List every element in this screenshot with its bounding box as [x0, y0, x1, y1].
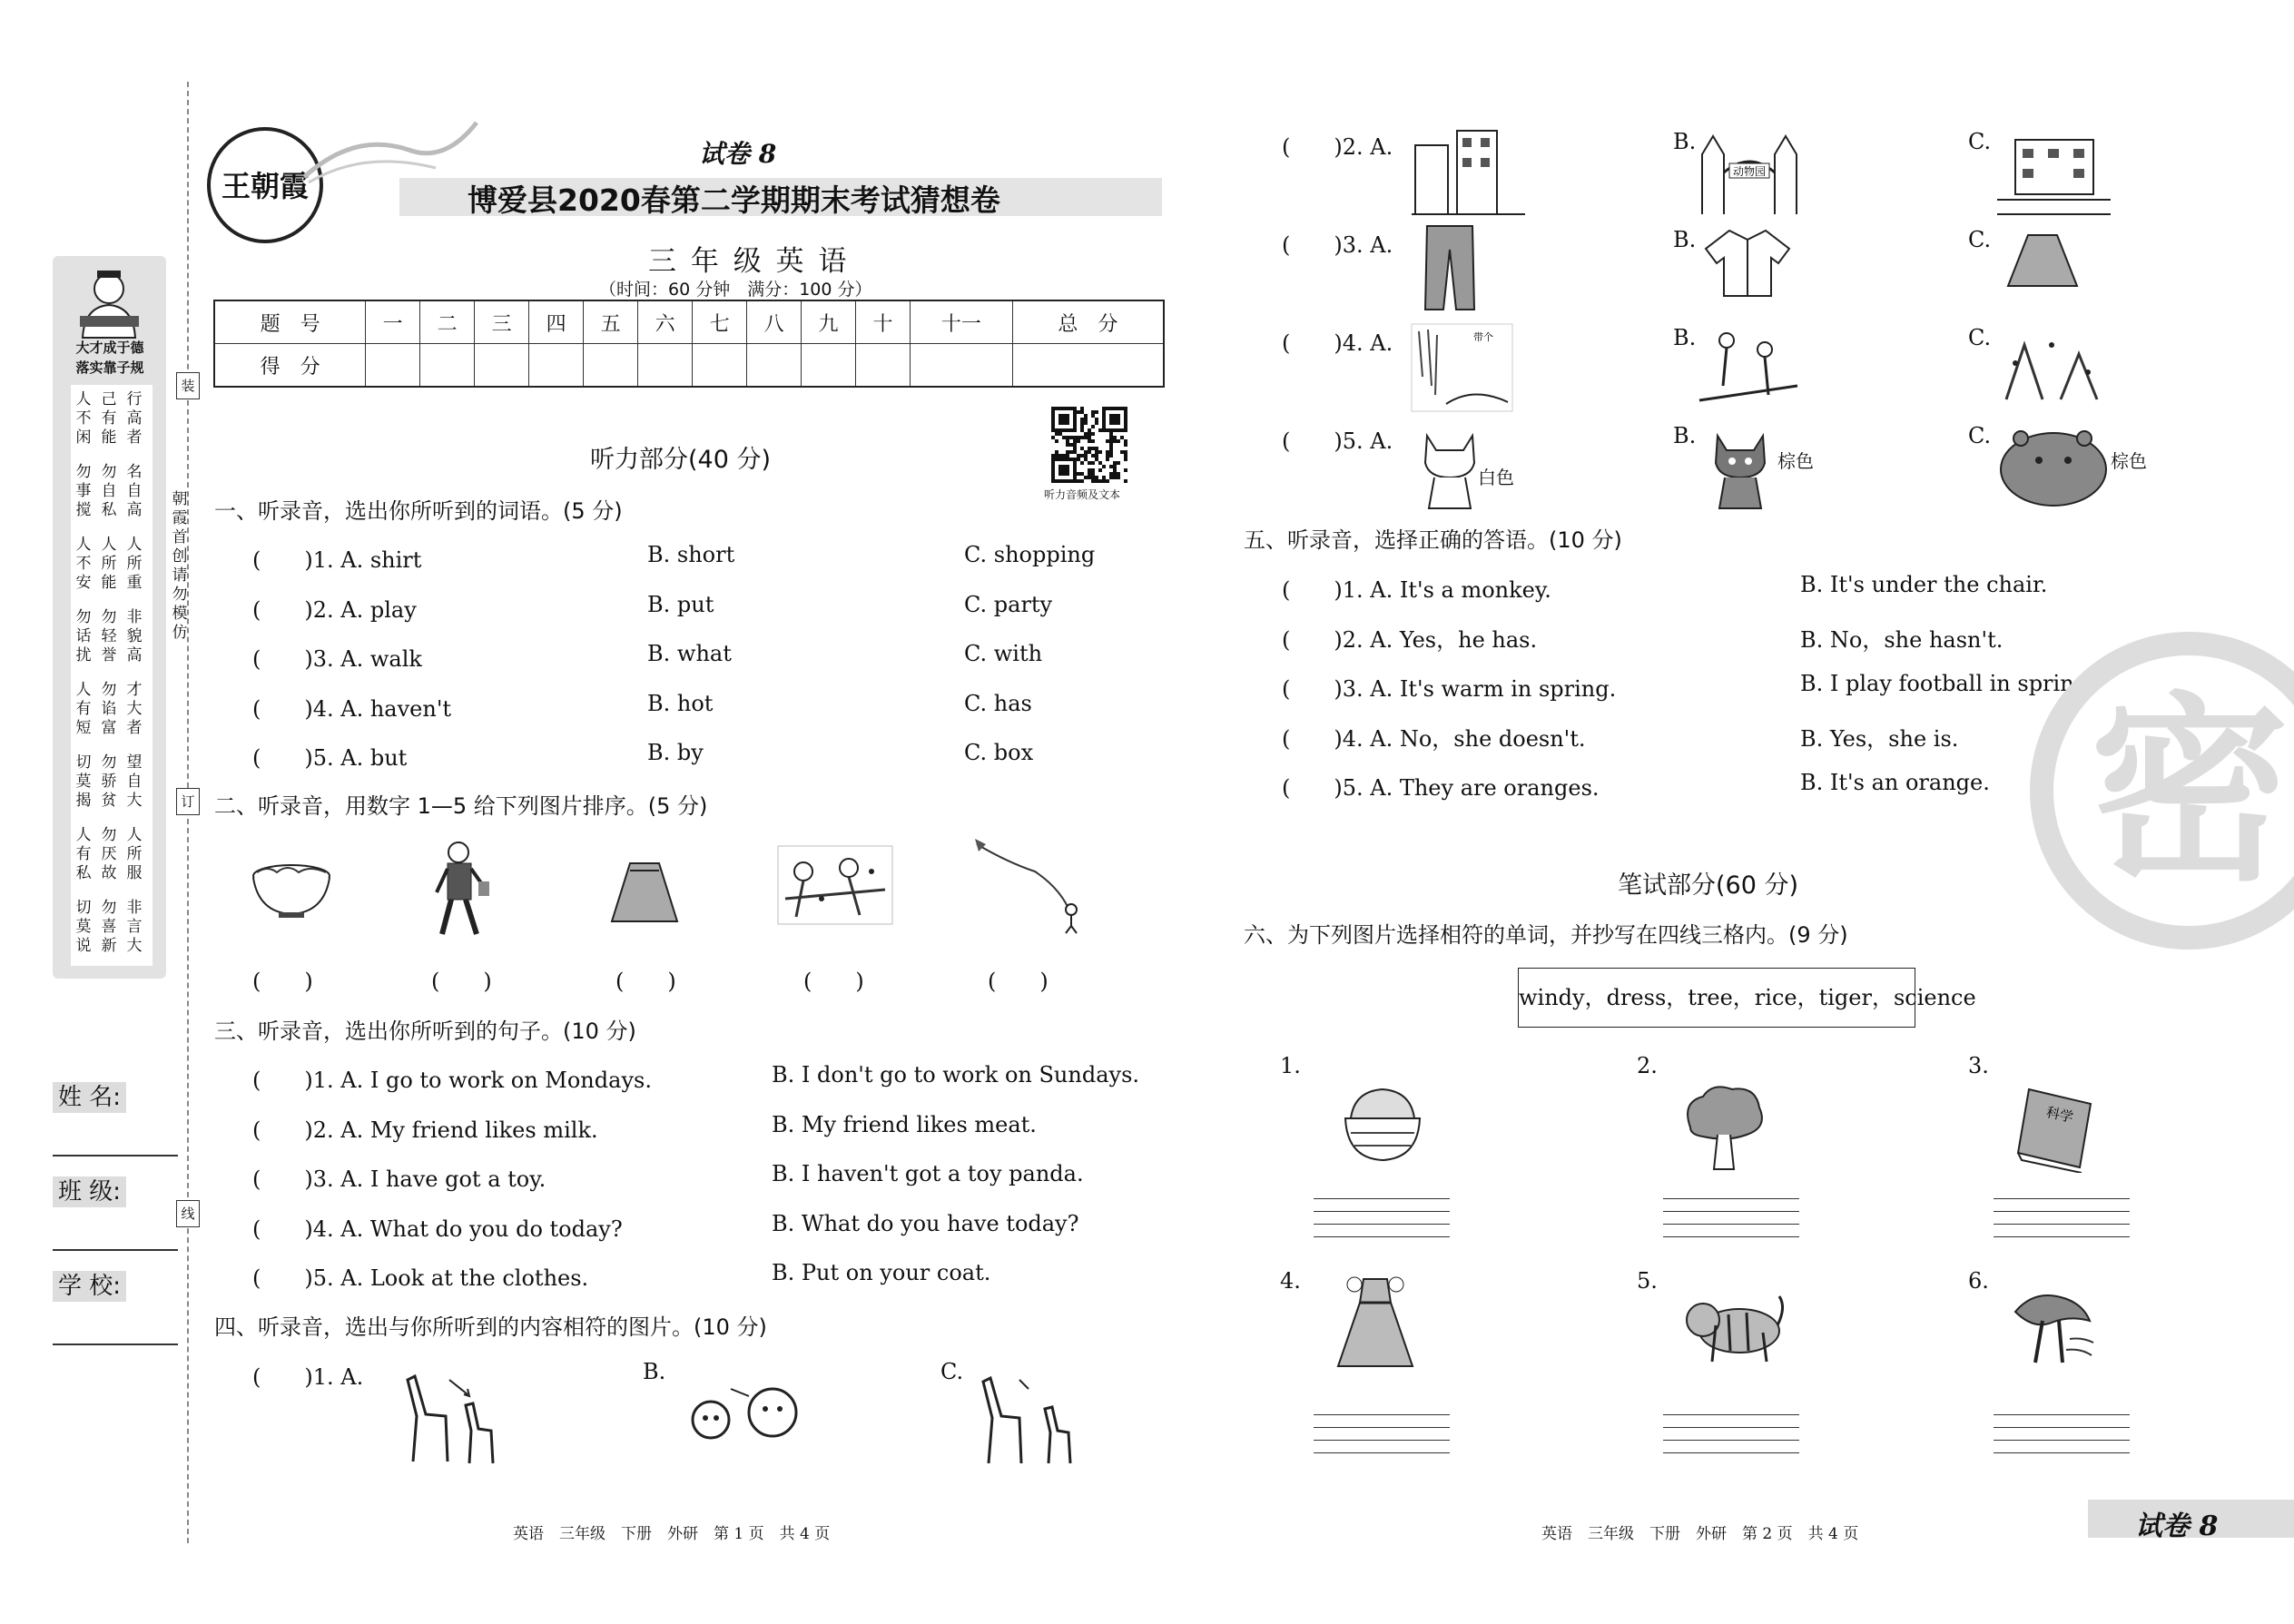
- side-note-char: 仿: [172, 624, 188, 642]
- section2-title: 二、听录音，用数字 1—5 给下列图片排序。(5 分): [214, 793, 708, 819]
- proverb-char: 事: [75, 482, 92, 500]
- s5-item-4-b: B. Yes，she is.: [1800, 725, 1959, 752]
- word-bank: [1518, 968, 1976, 1028]
- score-header-8: 八: [747, 300, 802, 344]
- s3-item-4-a[interactable]: ( )4. A. What do you do today?: [252, 1216, 623, 1242]
- paper-number: 试卷 8: [699, 139, 777, 169]
- brown-bear-icon: [1997, 422, 2111, 508]
- s2-blank-3[interactable]: ( ): [615, 969, 676, 994]
- writing-lines-5[interactable]: [1663, 1414, 1799, 1454]
- score-header-10: 十: [856, 300, 911, 344]
- s4-item-4-b: B.: [1673, 325, 1697, 350]
- s4-item-2-c: C.: [1968, 129, 1992, 154]
- proverb-char: 誉: [101, 646, 117, 664]
- proverb-col-7: [100, 536, 118, 593]
- proverb-char: 人: [126, 826, 143, 844]
- proverb-char: 人: [75, 681, 92, 699]
- s5-item-2-b: B. No，she hasn't.: [1800, 626, 2004, 653]
- slogan-2: 落实靠子规: [75, 359, 144, 376]
- proverb-col-3: [74, 463, 93, 520]
- proverb-char: 非: [126, 608, 143, 626]
- exam-title: 博爱县2020春第二学期期末考试猜想卷: [468, 182, 1000, 218]
- proverb-char: 人: [126, 536, 143, 554]
- proverb-char: 重: [126, 574, 143, 592]
- writing-title: 笔试部分(60 分): [1618, 871, 1799, 900]
- num-5: 5.: [1637, 1268, 1658, 1294]
- s1-item-5-c: C. box: [964, 740, 1034, 765]
- zoo-gate-icon: [1693, 127, 1807, 218]
- proverb-char: 勿: [101, 826, 117, 844]
- color-brown-label-b: 棕色: [1777, 450, 1814, 472]
- s1-item-5-a[interactable]: ( )5. A. but: [252, 745, 408, 771]
- proverb-char: 有: [101, 409, 117, 428]
- s3-item-5-b: B. Put on your coat.: [772, 1260, 991, 1285]
- score-cell-7[interactable]: [693, 344, 747, 388]
- score-header-7: 七: [693, 300, 747, 344]
- proverb-char: 搅: [75, 501, 92, 519]
- name-field[interactable]: [53, 1078, 178, 1156]
- zoo-sign: 动物园: [1733, 165, 1767, 178]
- proverb-char: 大: [126, 700, 143, 718]
- s1-item-1-a[interactable]: ( )1. A. shirt: [252, 547, 422, 573]
- score-header-12: 总 分: [1012, 300, 1164, 344]
- proverb-col-16: [100, 753, 118, 811]
- num-6: 6.: [1968, 1268, 1989, 1294]
- proverb-char: 故: [101, 864, 117, 882]
- brown-cat-icon: [1707, 427, 1775, 513]
- school-label: 学 校:: [53, 1271, 126, 1302]
- score-header-1: 一: [366, 300, 420, 344]
- proverb-char: 有: [75, 700, 92, 718]
- proverb-col-22: [100, 899, 118, 956]
- proverb-char: 言: [126, 918, 143, 936]
- kite-flying-icon: [971, 835, 1085, 935]
- proverb-char: 人: [101, 536, 117, 554]
- side-note-char: 霞: [172, 509, 188, 527]
- side-note-char: 模: [172, 605, 188, 623]
- side-note-char: 请: [172, 566, 188, 585]
- s5-item-4-a[interactable]: ( )4. A. No，she doesn't.: [1282, 725, 1586, 752]
- proverb-char: 闲: [75, 428, 92, 447]
- s5-item-1-b: B. It's under the chair.: [1800, 572, 2048, 597]
- s3-item-2-a[interactable]: ( )2. A. My friend likes milk.: [252, 1117, 598, 1143]
- s3-item-4-b: B. What do you have today?: [772, 1210, 1079, 1236]
- color-brown-label-c: 棕色: [2111, 450, 2147, 472]
- s5-item-5-a[interactable]: ( )5. A. They are oranges.: [1282, 775, 1600, 801]
- logo-text: 王朝霞: [221, 169, 309, 203]
- s4-item-4-a[interactable]: ( )4. A.: [1282, 330, 1393, 356]
- side-note-char: 勿: [172, 586, 188, 604]
- num-2: 2.: [1637, 1053, 1658, 1078]
- side-note-char: 首: [172, 528, 188, 546]
- score-cell-1[interactable]: [366, 344, 420, 388]
- windy-tree-icon: [2006, 1284, 2097, 1366]
- man-walking-icon: [431, 840, 495, 940]
- proverb-col-12: [74, 681, 93, 738]
- proverb-char: 私: [101, 501, 117, 519]
- score-cell-11[interactable]: [911, 344, 1013, 388]
- slogan-1: 大才成于德: [75, 340, 144, 356]
- s1-item-4-c: C. has: [964, 690, 1032, 716]
- s5-item-5-b: B. It's an orange.: [1800, 770, 1990, 795]
- proverb-char: 扰: [75, 646, 92, 664]
- proverb-col-4: [100, 463, 118, 520]
- score-cell-10[interactable]: [856, 344, 911, 388]
- proverb-char: 骄: [101, 773, 117, 791]
- s4-item-4-c: C.: [1968, 325, 1992, 350]
- side-note-char: 创: [172, 547, 188, 566]
- proverb-char: 才: [126, 681, 143, 699]
- margin-motto-box: [53, 256, 166, 979]
- s3-item-3-b: B. I haven't got a toy panda.: [772, 1161, 1084, 1186]
- listening-title: 听力部分(40 分): [590, 446, 772, 474]
- s2-blank-2[interactable]: ( ): [431, 969, 492, 994]
- score-value-row: [214, 344, 1164, 388]
- score-header-0: 题 号: [214, 300, 366, 344]
- proverb-char: 勿: [75, 463, 92, 481]
- s4-item-3-c: C.: [1968, 227, 1992, 252]
- noodle-bowl-icon: [250, 858, 333, 921]
- cut-mark-3: 线: [176, 1200, 200, 1227]
- proverb-col-6: [74, 536, 93, 593]
- score-header-9: 九: [802, 300, 856, 344]
- proverb-char: 轻: [101, 627, 117, 645]
- proverb-char: 己: [101, 390, 117, 408]
- section4-q1-c: C.: [940, 1359, 964, 1384]
- proverb-char: 安: [75, 574, 92, 592]
- s4-item-5-b: B.: [1673, 423, 1697, 448]
- proverb-char: 高: [126, 501, 143, 519]
- proverb-char: 人: [75, 826, 92, 844]
- proverb-char: 揭: [75, 792, 92, 810]
- s1-item-3-b: B. what: [647, 641, 732, 666]
- proverb-col-17: [125, 753, 143, 811]
- proverb-char: 者: [126, 428, 143, 447]
- proverb-char: 喜: [101, 918, 117, 936]
- proverb-col-1: [100, 390, 118, 448]
- s3-item-1-a[interactable]: ( )1. A. I go to work on Mondays.: [252, 1068, 652, 1093]
- proverb-char: 贫: [101, 792, 117, 810]
- score-header-11: 十一: [911, 300, 1013, 344]
- proverb-char: 自: [126, 773, 143, 791]
- s1-item-4-b: B. hot: [647, 690, 714, 716]
- proverb-char: 所: [126, 555, 143, 573]
- proverb-col-15: [74, 753, 93, 811]
- science-book-icon: [2011, 1082, 2097, 1173]
- proverb-char: 貌: [126, 627, 143, 645]
- proverb-char: 话: [75, 627, 92, 645]
- proverb-char: 大: [126, 937, 143, 955]
- s3-item-2-b: B. My friend likes meat.: [772, 1111, 1037, 1137]
- proverb-char: 能: [101, 428, 117, 447]
- s3-item-5-a[interactable]: ( )5. A. Look at the clothes.: [252, 1265, 589, 1291]
- proverb-char: 勿: [101, 899, 117, 917]
- writing-lines-1[interactable]: [1314, 1198, 1450, 1238]
- s1-item-1-b: B. short: [647, 542, 735, 567]
- proverb-char: 自: [126, 482, 143, 500]
- proverb-col-11: [125, 608, 143, 665]
- cut-mark-2: 订: [176, 788, 200, 815]
- giraffes-c-icon: [976, 1362, 1085, 1471]
- score-cell-4[interactable]: [529, 344, 584, 388]
- proverb-char: 名: [126, 463, 143, 481]
- s5-item-1-a[interactable]: ( )1. A. It's a monkey.: [1282, 577, 1551, 603]
- section6-title: 六、为下列图片选择相符的单词，并抄写在四线三格内。(9 分): [1244, 922, 1848, 948]
- footer-right: 英语 三年级 下册 外研 第 2 页 共 4 页: [1541, 1525, 1859, 1543]
- writing-lines-6[interactable]: [1994, 1414, 2130, 1454]
- stamp-char: 密: [2090, 675, 2290, 908]
- score-cell-12[interactable]: [1012, 344, 1164, 388]
- s4-item-2-a[interactable]: ( )2. A.: [1282, 134, 1393, 160]
- proverb-char: 所: [126, 845, 143, 863]
- qr-code[interactable]: [1051, 407, 1127, 483]
- proverb-char: 不: [75, 409, 92, 428]
- s4-item-3-a[interactable]: ( )3. A.: [1282, 232, 1393, 258]
- s5-item-3-b: B. I play football in spring.: [1800, 671, 2095, 696]
- s1-item-5-b: B. by: [647, 740, 704, 765]
- proverb-char: 勿: [75, 608, 92, 626]
- proverb-char: 勿: [101, 463, 117, 481]
- proverb-col-14: [125, 681, 143, 738]
- proverb-col-2: [125, 390, 143, 448]
- section4-q1-number[interactable]: ( )1. A.: [252, 1364, 364, 1390]
- tree-icon: [1681, 1082, 1767, 1173]
- proverb-col-8: [125, 536, 143, 593]
- s4-item-5-c: C.: [1968, 423, 1992, 448]
- proverb-col-19: [100, 826, 118, 883]
- s1-item-4-a[interactable]: ( )4. A. haven't: [252, 695, 452, 722]
- skirt-icon: [608, 858, 681, 926]
- exam-meta: （时间：60 分钟 满分：100 分）: [599, 280, 872, 300]
- score-cell-5[interactable]: [584, 344, 638, 388]
- writing-lines-3[interactable]: [1994, 1198, 2130, 1238]
- score-cell-9[interactable]: [802, 344, 856, 388]
- s4-item-3-b: B.: [1673, 227, 1697, 252]
- score-header-3: 三: [475, 300, 529, 344]
- s2-blank-5[interactable]: ( ): [988, 969, 1049, 994]
- writing-lines-4[interactable]: [1314, 1414, 1450, 1454]
- proverb-col-10: [100, 608, 118, 665]
- section5-title: 五、听录音，选择正确的答语。(10 分): [1244, 527, 1622, 553]
- monkeys-icon: [685, 1380, 817, 1448]
- writing-lines-2[interactable]: [1663, 1198, 1799, 1238]
- name-label: 姓 名:: [53, 1082, 126, 1113]
- s3-item-3-a[interactable]: ( )3. A. I have got a toy.: [252, 1166, 546, 1192]
- proverb-char: 切: [75, 753, 92, 772]
- snowy-park-icon: [1997, 327, 2111, 408]
- proverb-char: 谄: [101, 700, 117, 718]
- s1-item-1-c: C. shopping: [964, 542, 1096, 567]
- scholar-icon: [75, 263, 143, 340]
- proverb-char: 有: [75, 845, 92, 863]
- proverb-char: 所: [101, 555, 117, 573]
- proverb-char: 切: [75, 899, 92, 917]
- s1-item-3-c: C. with: [964, 641, 1043, 666]
- dress-icon: [1334, 1275, 1416, 1371]
- proverb-char: 说: [75, 937, 92, 955]
- proverb-char: 自: [101, 482, 117, 500]
- trousers-icon: [1418, 222, 1482, 313]
- score-header-5: 五: [584, 300, 638, 344]
- proverb-col-5: [125, 463, 143, 520]
- s2-blank-4[interactable]: ( ): [803, 969, 864, 994]
- section3-title: 三、听录音，选出你所听到的句子。(10 分): [214, 1019, 636, 1044]
- side-note: [171, 490, 189, 643]
- side-note-char: 朝: [172, 490, 188, 508]
- white-cat-icon: [1416, 427, 1484, 513]
- cut-mark-1: 装: [176, 372, 200, 399]
- score-header-row: [214, 300, 1164, 344]
- s2-blank-1[interactable]: ( ): [252, 969, 313, 994]
- proverb-col-20: [125, 826, 143, 883]
- class-field[interactable]: [53, 1173, 178, 1251]
- proverb-char: 服: [126, 864, 143, 882]
- school-field[interactable]: [53, 1267, 178, 1345]
- color-white-label: 白色: [1478, 467, 1514, 488]
- subject-title: 三 年 级 英 语: [648, 245, 850, 278]
- skirt-c-icon: [2004, 231, 2082, 290]
- score-cell-8[interactable]: [747, 344, 802, 388]
- proverb-char: 勿: [101, 681, 117, 699]
- proverb-col-13: [100, 681, 118, 738]
- proverb-char: 莫: [75, 773, 92, 791]
- score-cell-3[interactable]: [475, 344, 529, 388]
- proverb-char: 勿: [101, 608, 117, 626]
- s4-item-5-a[interactable]: ( )5. A.: [1282, 428, 1393, 454]
- proverb-char: 莫: [75, 918, 92, 936]
- rice-bowl-icon: [1342, 1082, 1423, 1168]
- score-header-2: 二: [420, 300, 475, 344]
- proverb-col-0: [74, 390, 93, 448]
- proverb-char: 高: [126, 646, 143, 664]
- s5-item-2-a[interactable]: ( )2. A. Yes，he has.: [1282, 626, 1538, 653]
- snow-play-icon: [776, 844, 894, 926]
- school-building-icon: [1997, 127, 2111, 218]
- proverb-col-18: [74, 826, 93, 883]
- num-1: 1.: [1280, 1053, 1301, 1078]
- rainy-poster-icon: [1410, 322, 1514, 413]
- proverb-char: 新: [101, 937, 117, 955]
- footer-tag: 试卷 8: [2135, 1511, 2219, 1542]
- book-label: 科学: [2044, 1104, 2075, 1127]
- score-header-4: 四: [529, 300, 584, 344]
- hiking-icon: [1696, 322, 1800, 413]
- proverb-char: 短: [75, 719, 92, 737]
- proverb-char: 能: [101, 574, 117, 592]
- jacket-icon: [1702, 227, 1793, 300]
- footer-left: 英语 三年级 下册 外研 第 1 页 共 4 页: [513, 1525, 831, 1543]
- proverb-char: 行: [126, 390, 143, 408]
- tiger-icon: [1679, 1289, 1788, 1366]
- s3-item-1-b: B. I don't go to work on Sundays.: [772, 1062, 1140, 1088]
- proverb-char: 高: [126, 409, 143, 428]
- s1-item-2-a[interactable]: ( )2. A. play: [252, 596, 417, 623]
- proverb-col-23: [125, 899, 143, 956]
- proverb-char: 不: [75, 555, 92, 573]
- proverb-char: 大: [126, 792, 143, 810]
- proverb-col-9: [74, 608, 93, 665]
- proverb-columns: [71, 385, 153, 966]
- street-scene-icon: [1412, 127, 1525, 218]
- proverb-char: 者: [126, 719, 143, 737]
- proverb-char: 厌: [101, 845, 117, 863]
- giraffes-a-icon: [395, 1362, 513, 1471]
- proverb-char: 人: [75, 536, 92, 554]
- section4-q1-b: B.: [643, 1359, 666, 1384]
- s1-item-3-a[interactable]: ( )3. A. walk: [252, 646, 422, 672]
- num-3: 3.: [1968, 1053, 1989, 1078]
- proverb-col-21: [74, 899, 93, 956]
- proverb-char: 私: [75, 864, 92, 882]
- qr-caption: 听力音频及文本: [1044, 488, 1121, 501]
- section1-title: 一、听录音，选出你所听到的词语。(5 分): [214, 498, 623, 524]
- proverb-char: 非: [126, 899, 143, 917]
- proverb-char: 望: [126, 753, 143, 772]
- s5-item-3-a[interactable]: ( )3. A. It's warm in spring.: [1282, 676, 1617, 702]
- s1-item-2-c: C. party: [964, 591, 1053, 617]
- num-4: 4.: [1280, 1268, 1301, 1294]
- score-table: [213, 300, 1165, 388]
- proverb-char: 人: [75, 390, 92, 408]
- s4-item-2-b: B.: [1673, 129, 1697, 154]
- class-label: 班 级:: [53, 1176, 126, 1207]
- score-cell-2[interactable]: [420, 344, 475, 388]
- s1-item-2-b: B. put: [647, 591, 714, 617]
- score-cell-6[interactable]: [638, 344, 693, 388]
- proverb-char: 富: [101, 719, 117, 737]
- ribbon-decoration: [300, 113, 481, 186]
- word-bank-text: windy，dress，tree，rice，tiger，science: [1519, 985, 1976, 1010]
- section4-title: 四、听录音，选出与你所听到的内容相符的图片。(10 分): [214, 1314, 767, 1340]
- poster-text: 带个: [1473, 331, 1493, 343]
- proverb-char: 勿: [101, 753, 117, 772]
- score-cell-0: 得 分: [214, 344, 366, 388]
- score-header-6: 六: [638, 300, 693, 344]
